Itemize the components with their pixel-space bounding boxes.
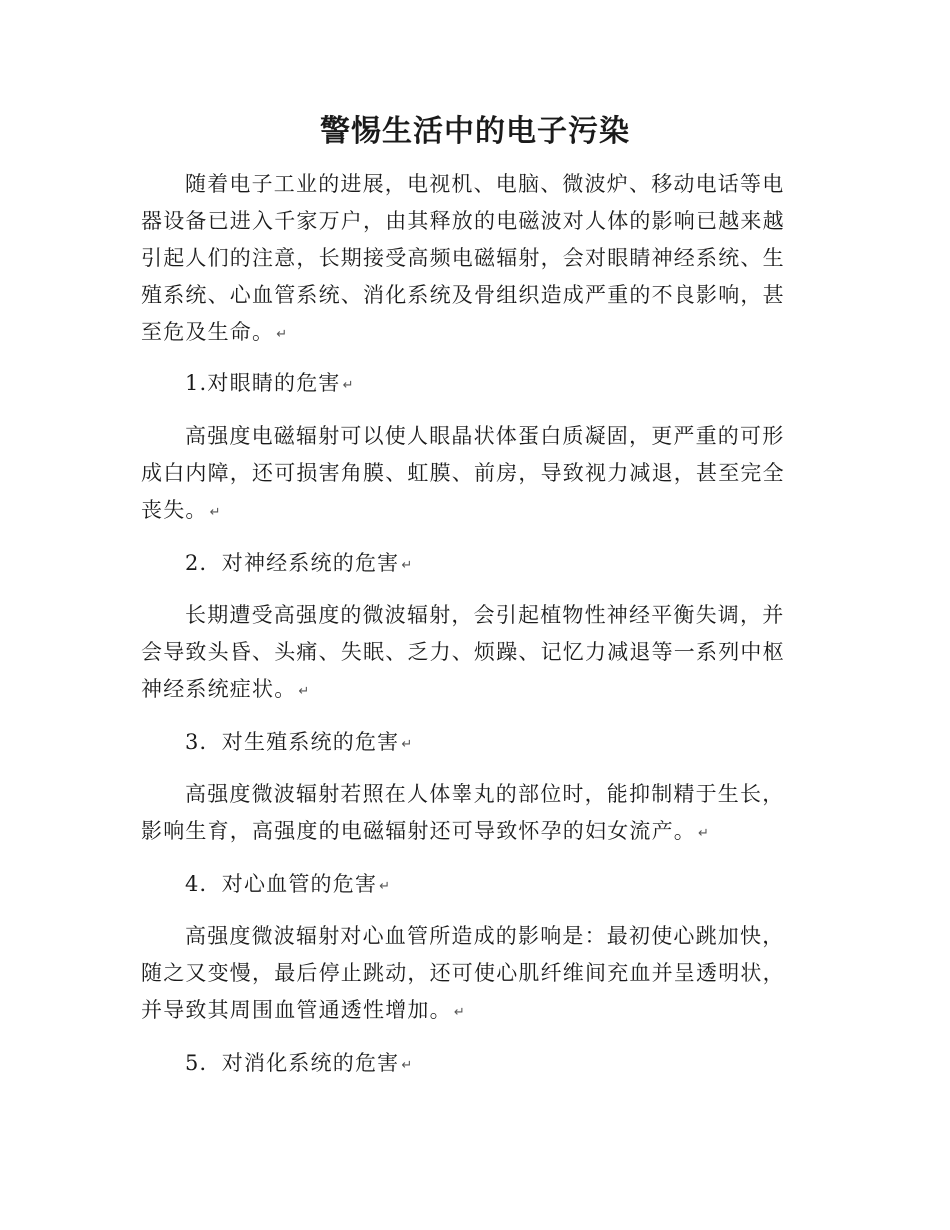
paragraph-text: 高强度电磁辐射可以使人眼晶状体蛋白质凝固，更严重的可形成白内障，还可损害角膜、虹膜、前房，导致视力减退，甚至完全丧失。 [141, 424, 785, 522]
document-title: 警惕生活中的电子污染 [320, 114, 630, 149]
intro-paragraph [141, 166, 797, 353]
section-heading-eyes [141, 365, 797, 404]
paragraph-mark-icon: ↵ [342, 378, 354, 393]
paragraph-mark-icon: ↵ [401, 558, 413, 573]
section-heading-cardiovascular [141, 866, 797, 905]
paragraph-mark-icon: ↵ [298, 684, 310, 699]
paragraph-reproductive [141, 776, 797, 852]
paragraph-mark-icon: ↵ [379, 879, 391, 894]
section-heading-digestive [141, 1045, 797, 1084]
paragraph-mark-icon: ↵ [276, 327, 288, 342]
paragraph-text: 长期遭受高强度的微波辐射，会引起植物性神经平衡失调，并会导致头昏、头痛、失眠、乏力、烦躁、记忆力减退等一系列中枢神经系统症状。 [141, 603, 785, 701]
heading-text: 1.对眼睛的危害 [185, 371, 341, 395]
section-heading-reproductive [141, 724, 797, 763]
paragraph-mark-icon: ↵ [698, 826, 709, 841]
paragraph-mark-icon: ↵ [401, 1058, 413, 1073]
paragraph-text: 随着电子工业的进展，电视机、电脑、微波炉、移动电话等电器设备已进入千家万户，由其释放的电磁波对人体的影响已越来越引起人们的注意，长期接受高频电磁辐射，会对眼睛神经系统、生殖系统、心血管系统、消化系统及骨组织造成严重的不良影响，甚至危及生命。 [141, 172, 785, 344]
paragraph-mark-icon: ↵ [453, 1005, 465, 1020]
paragraph-text: 高强度微波辐射对心血管所造成的影响是：最初使心跳加快，随之又变慢，最后停止跳动，还可使心肌纤维间充血并呈透明状，并导致其周围血管通透性增加。 [141, 924, 785, 1022]
paragraph-cardiovascular [141, 918, 797, 1031]
heading-text: 2．对神经系统的危害 [185, 551, 400, 575]
paragraph-text: 高强度微波辐射若照在人体睾丸的部位时，能抑制精于生长，影响生育，高强度的电磁辐射还可导致怀孕的妇女流产。 [141, 782, 785, 843]
section-heading-nerves [141, 545, 797, 584]
paragraph-mark-icon: ↵ [401, 737, 413, 752]
paragraph-mark-icon: ↵ [209, 505, 221, 520]
heading-text: 5．对消化系统的危害 [185, 1051, 400, 1075]
heading-text: 4．对心血管的危害 [185, 872, 378, 896]
paragraph-eyes [141, 418, 797, 531]
paragraph-nerves [141, 597, 797, 710]
heading-text: 3．对生殖系统的危害 [185, 730, 400, 754]
